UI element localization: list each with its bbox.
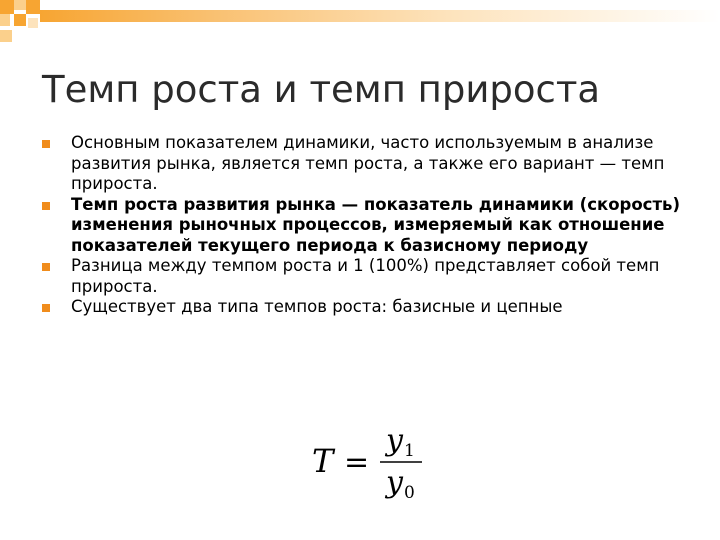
bullet-list: [38, 133, 698, 318]
bullet-text: Разница между темпом роста и 1 (100%) представляет собой темп прироста.: [71, 256, 660, 296]
bullet-item: [38, 133, 698, 195]
bullet-text: Темп роста развития рынка — показатель динамики (скорость) изменения рыночных процессов, измеряемый как отношение показателей текущего периода к базисному периоду: [71, 194, 681, 255]
formula-numerator-subscript: 1: [404, 441, 415, 461]
formula-denominator: y: [386, 465, 403, 500]
square-bullet-icon: [42, 202, 50, 210]
header-accent-bar: [40, 10, 720, 22]
bullet-item: [38, 195, 698, 257]
bullet-item: [38, 256, 698, 297]
growth-rate-formula: [308, 420, 438, 510]
square-bullet-icon: [42, 140, 50, 148]
bullet-text: Основным показателем динамики, часто используемым в анализе развития рынка, является темп роста, а также его вариант — темп прироста.: [71, 133, 665, 193]
square-bullet-icon: [42, 304, 50, 312]
bullet-item: [38, 297, 698, 318]
slide-title: Темп роста и темп прироста: [42, 68, 601, 111]
bullet-text: Существует два типа темпов роста: базисные и цепные: [71, 297, 563, 316]
formula-equals: =: [344, 445, 370, 480]
corner-decoration: [0, 0, 60, 46]
formula-denominator-subscript: 0: [404, 483, 415, 503]
formula-numerator: y: [386, 423, 403, 458]
formula-lhs: T: [312, 442, 334, 480]
square-bullet-icon: [42, 263, 50, 271]
